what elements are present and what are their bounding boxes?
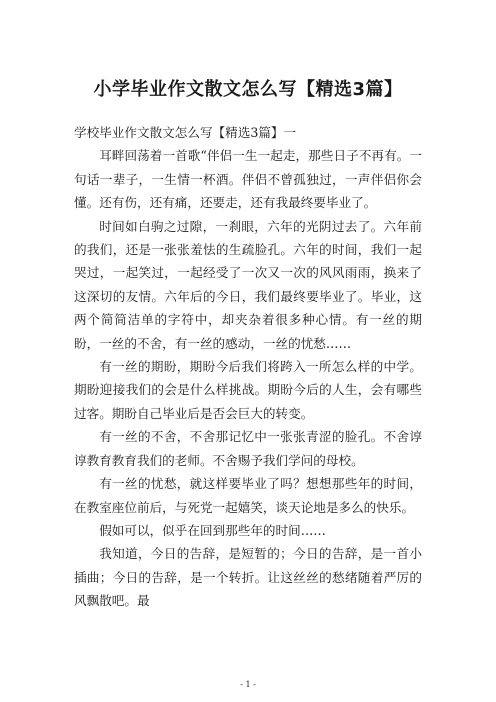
paragraph: 有一丝的不舍，不舍那记忆中一张张青涩的脸孔。不舍谆谆教育教育我们的老师。不舍赐予我们学问的母校。 [74, 429, 422, 468]
paragraph: 耳畔回荡着一首歌“伴侣一生一起走，那些日子不再有。一句话一辈子，一生情一杯酒。伴侣不曾孤独过，一声伴侣你会懂。还有伤，还有痛，还要走，还有我最终要毕业了。 [74, 148, 422, 211]
paragraph: 有一丝的期盼，期盼今后我们将跨入一所怎么样的中学。期盼迎接我们的会是什么样挑战。期盼今后的人生，会有哪些过客。期盼自己毕业后是否会巨大的转变。 [74, 359, 422, 421]
article-body [74, 121, 422, 613]
paragraph: 有一丝的忧愁，就这样要毕业了吗？想想那些年的时间，在教室座位前后，与死党一起嬉笑，谈天论地是多么的快乐。 [74, 476, 422, 515]
paragraph: 时间如白驹之过隙，一刹眼，六年的光阴过去了。六年前的我们，还是一张张羞怯的生疏脸孔。六年的时间，我们一起哭过，一起笑过，一起经受了一次又一次的风风雨雨，换来了这深切的友情。六年后的今日，我们最终要毕业了。毕业，这两个简简洁单的字符中，却夹杂着很多种心情。有一丝的期盼，一丝的不舍，有一丝的感动，一丝的忧愁…… [74, 218, 422, 351]
paragraph: 假如可以，似乎在回到那些年的时间…… [99, 522, 326, 538]
section-heading: 学校毕业作文散文怎么写【精选3篇】一 [74, 125, 297, 140]
page-title: 小学毕业作文散文怎么写【精选3篇】 [93, 79, 403, 100]
page-number: - 1 - [240, 680, 256, 689]
paragraph: 我知道，今日的告辞，是短暂的；今日的告辞，是一首小插曲；今日的告辞，是一个转折。让这丝丝的愁绪随着严厉的风飘散吧。最 [74, 546, 422, 609]
